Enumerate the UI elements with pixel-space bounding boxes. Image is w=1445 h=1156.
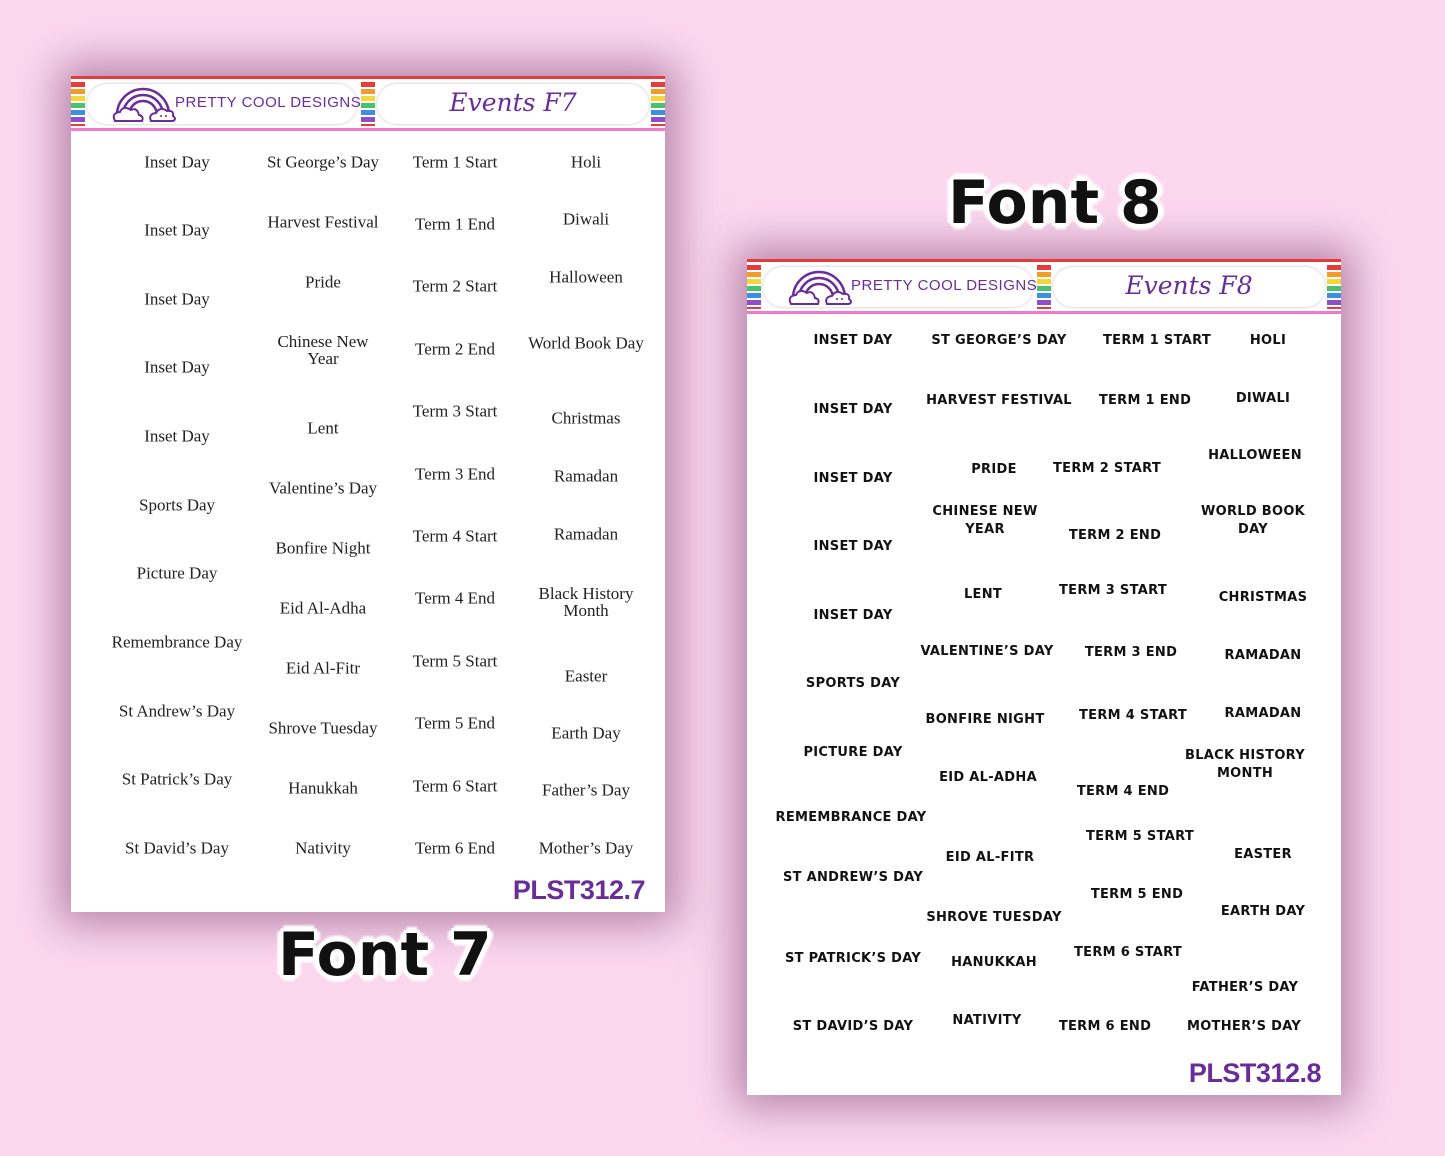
rainbow-stripes	[1037, 265, 1051, 309]
sticker-label: ST PATRICK’S DAY	[784, 951, 922, 966]
sticker-label: Sports Day	[138, 495, 216, 515]
sticker-label: SHROVE TUESDAY	[926, 910, 1062, 925]
sticker-label: HOLI	[1249, 333, 1287, 348]
sticker-label: TERM 4 END	[1076, 784, 1170, 799]
sticker-sheet-font-8	[747, 259, 1341, 1095]
sticker-label: Inset Day	[144, 426, 210, 446]
product-code: PLST312.8	[1188, 1058, 1321, 1088]
sticker-label: FATHER’S DAY	[1191, 980, 1299, 995]
sticker-label: SPORTS DAY	[805, 676, 901, 691]
sticker-label: TERM 1 END	[1098, 393, 1192, 408]
sticker-label: Remembrance Day	[111, 632, 243, 652]
sticker-label: REMEMBRANCE DAY	[775, 810, 927, 825]
sticker-label: Inset Day	[144, 152, 210, 172]
sticker-label: EID AL-ADHA	[939, 770, 1037, 785]
sticker-label: Mother’s Day	[538, 838, 634, 858]
sticker-label: Inset Day	[144, 357, 210, 377]
sticker-label: Harvest Festival	[267, 212, 379, 232]
sticker-label: Black History Month	[538, 584, 634, 620]
rainbow-stripes	[747, 265, 761, 309]
sticker-label: Hanukkah	[288, 778, 358, 798]
brand-name: PRETTY COOL DESIGNS	[175, 94, 362, 111]
font-7-caption: Font 7	[278, 920, 492, 990]
sticker-label: LENT	[963, 587, 1003, 602]
sticker-label: Valentine’s Day	[268, 478, 378, 498]
sticker-label: TERM 4 START	[1079, 708, 1187, 723]
sticker-label: TERM 5 START	[1086, 829, 1194, 844]
product-code: PLST312.7	[512, 875, 645, 905]
sticker-label: Chinese New Year	[277, 332, 369, 368]
sticker-label: TERM 6 END	[1058, 1019, 1152, 1034]
sticker-label: Term 2 Start	[412, 276, 498, 296]
sticker-label: HARVEST FESTIVAL	[926, 393, 1072, 408]
sticker-label: St George’s Day	[266, 152, 380, 172]
sticker-label: BONFIRE NIGHT	[925, 712, 1045, 727]
sticker-label: INSET DAY	[813, 333, 893, 348]
sticker-label: Ramadan	[553, 466, 619, 486]
rainbow-cloud-logo-icon	[111, 85, 177, 123]
rainbow-stripes	[1327, 265, 1341, 309]
sticker-label: Father’s Day	[542, 780, 630, 800]
sticker-label: MOTHER’S DAY	[1186, 1019, 1302, 1034]
sticker-label: Ramadan	[553, 524, 619, 544]
sticker-label: DIWALI	[1235, 391, 1291, 406]
sticker-label: HALLOWEEN	[1208, 448, 1302, 463]
sticker-label: INSET DAY	[813, 539, 893, 554]
rainbow-stripes	[651, 82, 665, 126]
sticker-label: Pride	[305, 272, 341, 292]
rainbow-stripes	[361, 82, 375, 126]
sticker-label: PRIDE	[971, 462, 1017, 477]
sticker-label: Shrove Tuesday	[268, 718, 378, 738]
sticker-label: St David’s Day	[125, 838, 229, 858]
sticker-label: World Book Day	[528, 333, 644, 353]
sticker-label: EARTH DAY	[1220, 904, 1306, 919]
sticker-label: ST ANDREW’S DAY	[782, 870, 924, 885]
sticker-label: St Patrick’s Day	[121, 769, 233, 789]
sticker-label: ST DAVID’S DAY	[792, 1019, 914, 1034]
sticker-label: Halloween	[549, 267, 623, 287]
sticker-label: Lent	[307, 418, 339, 438]
sticker-label: TERM 5 END	[1090, 887, 1184, 902]
sticker-label: PICTURE DAY	[803, 745, 903, 760]
sticker-label: Bonfire Night	[275, 538, 371, 558]
sticker-label: Term 6 End	[414, 838, 496, 858]
sheet-header	[71, 76, 665, 132]
sticker-label: ST GEORGE’S DAY	[931, 333, 1067, 348]
sticker-label: Term 4 End	[414, 588, 496, 608]
sticker-label: RAMADAN	[1224, 706, 1302, 721]
brand-name: PRETTY COOL DESIGNS	[851, 277, 1038, 294]
sticker-label: Term 1 Start	[412, 152, 498, 172]
sticker-label: Term 6 Start	[412, 776, 498, 796]
sticker-label: Term 4 Start	[412, 526, 498, 546]
sticker-label: EASTER	[1234, 847, 1292, 862]
sticker-label: Easter	[564, 666, 608, 686]
sticker-label: RAMADAN	[1224, 648, 1302, 663]
sticker-label: Eid Al-Adha	[279, 598, 367, 618]
sticker-label: BLACK HISTORY MONTH	[1184, 748, 1305, 781]
sticker-label: TERM 3 END	[1084, 645, 1178, 660]
sticker-label: Diwali	[562, 209, 610, 229]
sticker-label: Term 5 End	[414, 713, 496, 733]
sticker-label: TERM 1 START	[1103, 333, 1211, 348]
sticker-label: VALENTINE’S DAY	[920, 644, 1054, 659]
sticker-label: Term 2 End	[414, 339, 496, 359]
sticker-label: St Andrew’s Day	[118, 701, 236, 721]
sticker-label: Nativity	[295, 838, 351, 858]
sticker-label: Term 3 Start	[412, 401, 498, 421]
sticker-label: TERM 6 START	[1074, 945, 1182, 960]
rainbow-cloud-logo-icon	[787, 268, 853, 306]
sheet-title: Events F8	[1125, 271, 1253, 300]
sticker-label: Holi	[570, 152, 602, 172]
sticker-label: TERM 2 END	[1068, 528, 1162, 543]
sticker-label: INSET DAY	[813, 608, 893, 623]
sticker-label: INSET DAY	[813, 402, 893, 417]
sticker-label: EID AL-FITR	[945, 850, 1035, 865]
sticker-label: Earth Day	[551, 723, 621, 743]
rainbow-stripes	[71, 82, 85, 126]
sticker-label: Term 5 Start	[412, 651, 498, 671]
sticker-label: INSET DAY	[813, 471, 893, 486]
sticker-sheet-font-7	[71, 76, 665, 912]
sticker-label: Eid Al-Fitr	[285, 658, 361, 678]
sticker-label: Term 1 End	[414, 214, 496, 234]
sticker-label: Inset Day	[144, 289, 210, 309]
font-8-caption: Font 8	[948, 168, 1162, 238]
sticker-label: CHINESE NEW YEAR	[932, 504, 1038, 537]
sticker-label: Inset Day	[144, 220, 210, 240]
sticker-label: TERM 2 START	[1053, 461, 1161, 476]
sticker-label: Christmas	[551, 408, 621, 428]
sticker-label: TERM 3 START	[1059, 583, 1167, 598]
sticker-label: Picture Day	[136, 563, 218, 583]
sticker-label: WORLD BOOK DAY	[1200, 504, 1306, 537]
sticker-label: CHRISTMAS	[1218, 590, 1308, 605]
sticker-label: NATIVITY	[952, 1013, 1022, 1028]
sheet-header	[747, 259, 1341, 315]
sheet-title: Events F7	[449, 88, 577, 117]
sticker-label: HANUKKAH	[951, 955, 1037, 970]
sticker-label: Term 3 End	[414, 464, 496, 484]
